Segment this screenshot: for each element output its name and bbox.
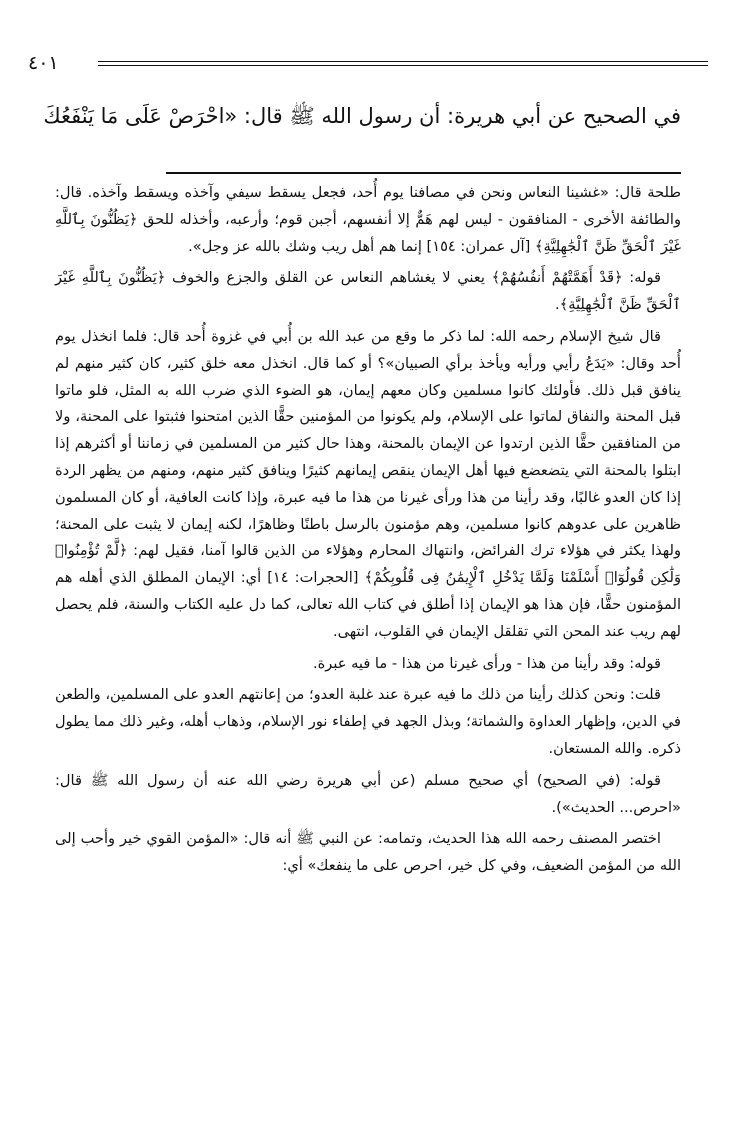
commentary-paragraph: قوله: وقد رأينا من هذا - ورأى غيرنا من هذا - ما فيه عبرة.: [313, 654, 661, 672]
commentary-paragraph: قوله: (في الصحيح) أي صحيح مسلم (عن أبي هريرة رضي الله عنه أن رسول الله ﷺ قال: «احرص... الحديث»).: [55, 771, 681, 816]
commentary-paragraph: قوله: ﴿قَدْ أَهَمَّتْهُمْ أَنفُسُهُمْ﴾ يعني لا يغشاهم النعاس عن القلق والجزع والخوف ﴿يَظُنُّونَ بِٱللَّهِ غَيْرَ ٱلْحَقِّ ظَنَّ ٱلْجَٰهِلِيَّةِ﴾.: [55, 269, 681, 314]
page-number: ٤٠١: [28, 52, 59, 74]
page-header: [28, 52, 708, 74]
commentary-separator: [166, 172, 681, 174]
header-rule: [98, 61, 708, 62]
commentary-paragraph: اختصر المصنف رحمه الله هذا الحديث، وتمامه: عن النبي ﷺ أنه قال: «المؤمن القوي خير وأحب إلى الله من المؤمن الضعيف، وفي كل خير، احرص على ما ينفعك» أي:: [55, 830, 681, 875]
commentary-paragraph: قلت: ونحن كذلك رأينا من ذلك ما فيه عبرة عند غلبة العدو؛ من إعانتهم العدو على المسلمين، والطعن في الدين، وإظهار العداوة والشماتة؛ وبذل الجهد في إطفاء نور الإسلام، وذهاب أهله، وغير ذلك مما يطول ذكره. والله المستعان.: [55, 686, 681, 757]
commentary-paragraph: طلحة قال: «غشينا النعاس ونحن في مصافنا يوم أُحد، فجعل يسقط سيفي وآخذه ويسقط وآخذه. قال: والطائفة الأخرى - المنافقون - ليس لهم هَمٌّ إلا أنفسهم، أجبن قوم؛ وأرعبه، وأخذله للحق ﴿يَظُنُّونَ بِٱللَّهِ غَيْرَ ٱلْحَقِّ ظَنَّ ٱلْجَٰهِلِيَّةِ﴾ [آل عمران: ١٥٤] إنما هم أهل ريب وشك بالله عز وجل».: [55, 184, 681, 255]
main-text: في الصحيح عن أبي هريرة: أن رسول الله ﷺ قال: «احْرَصْ عَلَى مَا يَنْفَعُكَ: [43, 104, 681, 128]
commentary-body: [55, 180, 681, 880]
commentary-paragraph: قال شيخ الإسلام رحمه الله: لما ذكر ما وقع من عبد الله بن أُبي في غزوة أُحد قال: فلما انخذل يوم أُحد وقال: «يَدَعُ رأيي ورأيه ويأخذ برأي الصبيان»؟ أو كما قال. انخذل معه خلق كثير، كان كثير منهم لم ينافق قبل ذلك. فأولئك كانوا مسلمين وكان معهم إيمان، هو الضوء الذي ضرب الله به المثل، فلو ماتوا قبل المحنة والنفاق لماتوا على الإسلام، ولم يكونوا من المؤمنين حقًّا الذين امتحنوا فثبتوا على المحنة، ولا من المنافقين حقًّا الذين ارتدوا عن الإيمان بالمحنة، وهذا حال كثير من المسلمين في زماننا أو أكثرهم إذا ابتلوا بالمحنة التي يتضعضع فيها أهل الإيمان ينقص إيمانهم كثيرًا وينافق كثير منهم، ومنهم من يظهر الردة إذا كان العدو غالبًا، وقد رأينا من هذا ورأى غيرنا من هذا ما فيه عبرة، وإذا كانت العافية، أو كان المسلمون ظاهرين على عدوهم كانوا مسلمين، وهم مؤمنون بالرسل باطنًا وظاهرًا، لكنه إيمان لا يثبت على المحنة؛ ولهذا يكثر في هؤلاء ترك الفرائض، وانتهاك المحارم وهؤلاء من الذين قالوا آمنا، فقيل لهم: ﴿لَّمْ تُؤْمِنُوا۟ وَلَٰكِن قُولُوٓا۟ أَسْلَمْنَا وَلَمَّا يَدْخُلِ ٱلْإِيمَٰنُ فِى قُلُوبِكُمْ﴾ [الحجرات: ١٤] أي: الإيمان المطلق الذي أهله هم المؤمنون حقًّا، فإن هذا هو الإيمان إذا أطلق في كتاب الله تعالى، كما دل عليه الكتاب والسنة، فلم يحصل لهم ريب عند المحن التي تقلقل الإيمان في القلوب، انتهى.: [55, 327, 681, 640]
header-rule-thin: [98, 65, 708, 66]
